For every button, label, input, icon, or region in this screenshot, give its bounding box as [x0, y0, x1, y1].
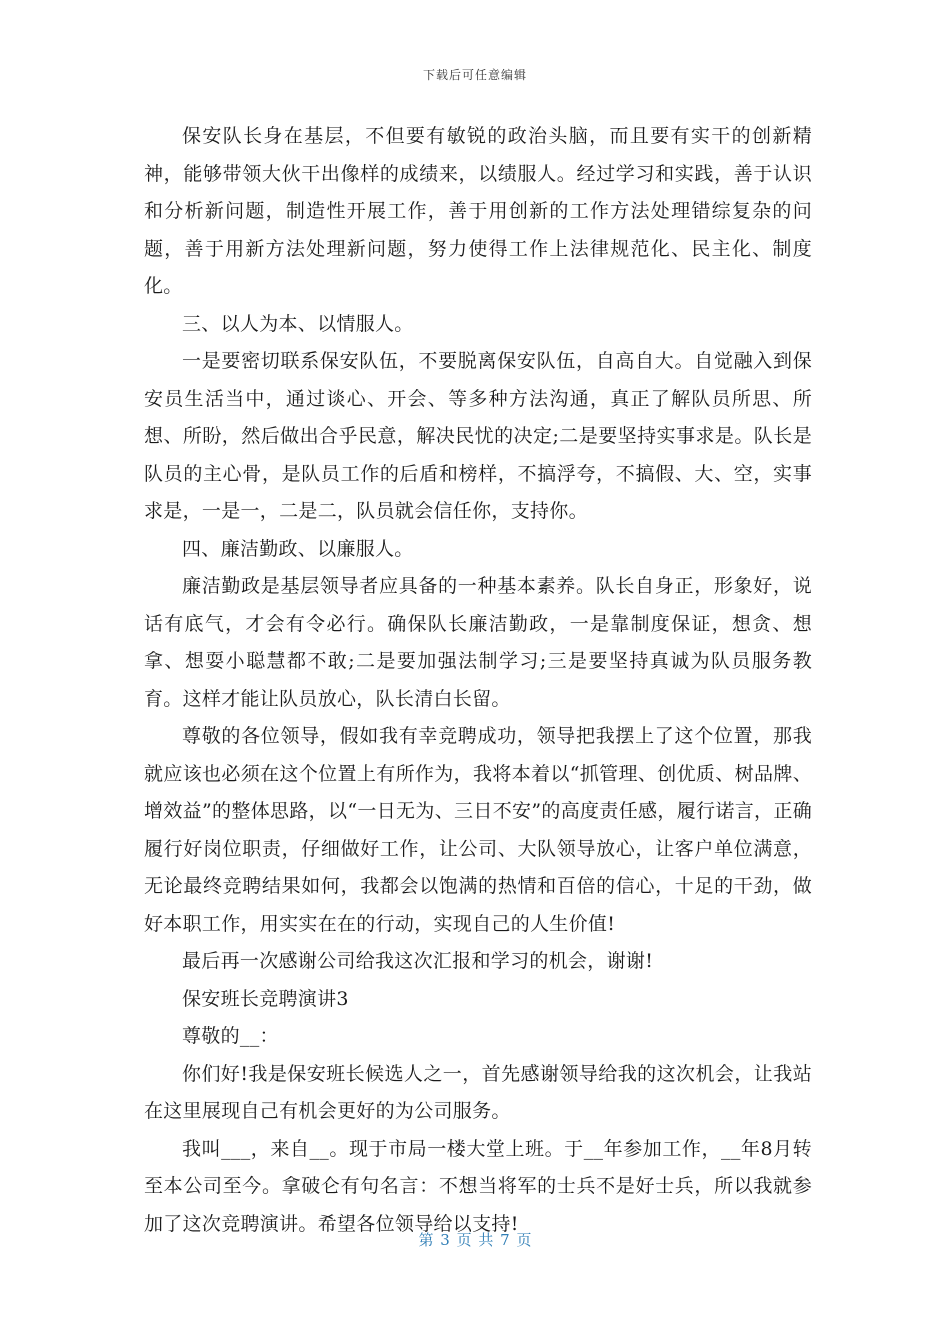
- page-footer: 第 3 页 共 7 页: [418, 1231, 532, 1249]
- paragraph: 保安队长身在基层，不但要有敏锐的政治头脑，而且要有实干的创新精神，能够带领大伙干出像样的成绩来，以绩服人。经过学习和实践，善于认识和分析新问题，制造性开展工作，善于用创新的工作方法处理错综复杂的问题，善于用新方法处理新问题，努力使得工作上法律规范化、民主化、制度化。: [144, 125, 812, 297]
- section-heading: 三、以人为本、以情服人。: [182, 312, 414, 335]
- paragraph: 我叫___，来自__。现于市局一楼大堂上班。于__年参加工作，__年8月转至本公司至今。拿破仑有句名言：不想当将军的士兵不是好士兵，所以我就参加了这次竞聘演讲。希望各位领导给以支持!: [144, 1137, 812, 1235]
- paragraph: 廉洁勤政是基层领导者应具备的一种基本素养。队长自身正，形象好，说话有底气，才会有令必行。确保队长廉洁勤政，一是靠制度保证，想贪、想拿、想耍小聪慧都不敢;二是要加强法制学习;三是要坚持真诚为队员服务教育。这样才能让队员放心，队长清白长留。: [144, 575, 812, 710]
- speech-title: 保安班长竞聘演讲3: [182, 987, 349, 1010]
- paragraph: 尊敬的各位领导，假如我有幸竞聘成功，领导把我摆上了这个位置，那我就应该也必须在这个位置上有所作为，我将本着以“抓管理、创优质、树品牌、增效益”的整体思路，以“一日无为、三日不安”的高度责任感，履行诺言，正确履行好岗位职责，仔细做好工作，让公司、大队领导放心，让客户单位满意，无论最终竞聘结果如何，我都会以饱满的热情和百倍的信心，十足的干劲，做好本职工作，用实实在在的行动，实现自己的人生价值!: [144, 725, 812, 935]
- page-header: 下载后可任意编辑: [422, 68, 527, 82]
- paragraph: 最后再一次感谢公司给我这次汇报和学习的机会，谢谢!: [182, 950, 654, 972]
- paragraph: 你们好!我是保安班长候选人之一，首先感谢领导给我的这次机会，让我站在这里展现自己有机会更好的为公司服务。: [144, 1062, 812, 1122]
- section-heading: 四、廉洁勤政、以廉服人。: [182, 537, 414, 560]
- document-body: [144, 118, 812, 1243]
- salutation: 尊敬的__：: [182, 1025, 279, 1047]
- paragraph: 一是要密切联系保安队伍，不要脱离保安队伍，自高自大。自觉融入到保安员生活当中，通过谈心、开会、等多种方法沟通，真正了解队员所思、所想、所盼，然后做出合乎民意，解决民忧的决定;二是要坚持实事求是。队长是队员的主心骨，是队员工作的后盾和榜样，不搞浮夸，不搞假、大、空，实事求是，一是一，二是二，队员就会信任你，支持你。: [144, 350, 812, 522]
